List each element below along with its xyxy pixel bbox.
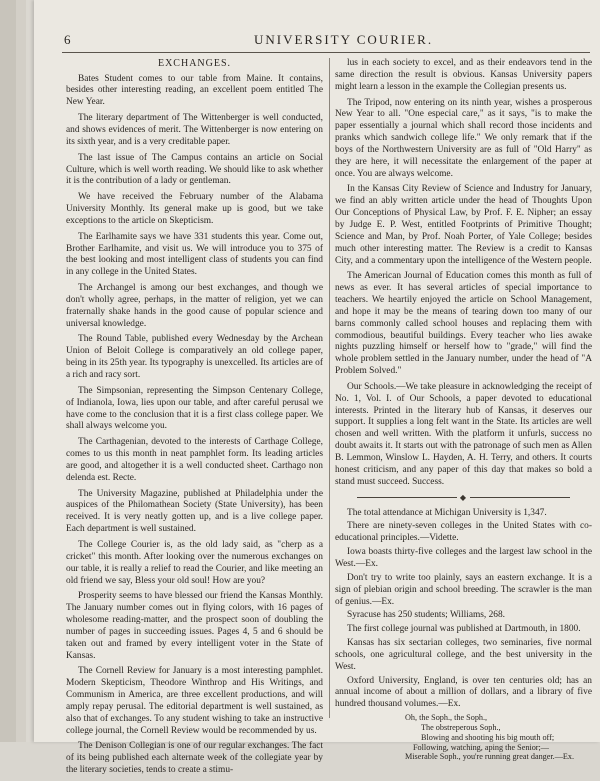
paragraph: Prosperity seems to have blessed our friend the Kansas Monthly. The January number comes out in flying colors, with 16 pages of wholesome reading-matter, and the prospect soon of doubling the number of pages in succeeding issues. Pages 4, 5 and 6 should be taken out and framed by every intelligent voter in the State of Kansas. <box>66 591 323 661</box>
news-item: Kansas has six sectarian colleges, two seminaries, five normal schools, one agricultural college, and the best university in the West. <box>335 638 592 672</box>
news-item: Don't try to write too plainly, says an eastern exchange. It is a sign of plebian origin and school breeding. The scrawler is the man of genius.—Ex. <box>335 572 592 607</box>
news-item: Iowa boasts thirty-five colleges and the largest law school in the West.—Ex. <box>335 547 592 569</box>
verse <box>405 713 592 762</box>
verse-line: The obstreperous Soph., <box>421 722 501 732</box>
verse-line: Following, watching, aping the Senior;— <box>413 742 549 752</box>
paragraph: We have received the February number of the Alabama University Monthly. Its general make up is good, but we take exceptions to the article on Skepticism. <box>66 192 323 226</box>
paragraph: The Earlhamite says we have 331 students this year. Come out, Brother Earlhamite, and visit us. We will introduce you to 375 of the best looking and most intelligent class of students you can find in any college in the United States. <box>66 231 323 278</box>
verse-line: Oh, the Soph., the Soph., <box>405 713 488 723</box>
paragraph: The Cornell Review for January is a most interesting pamphlet. Modern Skepticism, Theodore Winthrop and His Writings, and Communism in America, are three excellent productions, and will amply repay perusal. The editorial department is well sustained, as also that of exchanges. To any student wishing to take an instructive college journal, the Cornell Review would be recommended by us. <box>66 666 323 736</box>
verse-line: Blowing and shooting his big mouth off; <box>421 732 555 742</box>
paragraph: The last issue of The Campus contains an article on Social Culture, which is well worth reading. We should like to ask whether it is the contribution of a lady or gentleman. <box>66 152 323 187</box>
paragraph: The literary department of The Wittenberger is well conducted, and shows evidences of merit. The Wittenberger is now entering on its sixth year, and is a very creditable paper. <box>66 113 323 147</box>
news-item: Oxford University, England, is over ten centuries old; has an annual income of about a million of dollars, and a library of five hundred thousand volumes.—Ex. <box>335 675 592 710</box>
news-item: Syracuse has 250 students; Williams, 268. <box>347 610 506 621</box>
paragraph: The College Courier is, as the old lady said, as "cherp as a cricket" this month. After looking over the numerous exchanges on our table, it is really a relief to read the Courier, and like meeting an old friend we say, Bless your old soul! How are you? <box>66 539 323 586</box>
page-edge <box>0 0 17 742</box>
paragraph: The Denison Collegian is one of our regular exchanges. The fact of its being published each alternate week of the collegiate year by the literary societies, tends to create a stimu- <box>66 741 323 776</box>
paragraph: The Carthagenian, devoted to the interests of Carthage College, comes to us this month in neat pamphlet form. Its leading articles are good, and altogether it is a well conducted sheet. Carthago non delenda est. Recte. <box>66 437 323 483</box>
publication-title: UNIVERSITY COURIER. <box>254 32 434 47</box>
section-title: EXCHANGES. <box>157 58 232 69</box>
news-item: The first college journal was published at Dartmouth, in 1800. <box>347 624 581 635</box>
paragraph: The Archangel is among our best exchanges, and though we don't wholly agree, perhaps, in the matter of religion, yet we can fraternally shake hands in the good cause of popular science and universal knowledge. <box>66 283 323 329</box>
left-column <box>66 58 323 781</box>
running-header <box>64 32 586 50</box>
news-item: There are ninety-seven colleges in the United States with co-educational principles.—Vidette. <box>335 521 592 544</box>
right-column <box>335 58 592 762</box>
paragraph: In the Kansas City Review of Science and Industry for January, we find an ably written article under the head of Thoughts Upon Our Conceptions of Physical Law, by Prof. F. E. Nipher; an essay by Judge E. P. West, entitled Footprints of Primitive Thought; Science and Man, by Prof. Noah Porter, of Yale College; besides much other interesting matter. The Review is a credit to Kansas City, and a commentary upon the intelligence of the Western people. <box>335 184 592 266</box>
paragraph: Our Schools.—We take pleasure in acknowledging the receipt of No. 1, Vol. I. of Our Schools, a paper devoted to educational interests. Printed in the literary hub of Kansas, it deserves our support. It supplies a long felt want in the State. Its articles are well chosen and well written. With the platform it unfurls, success no doubt awaits it. It starts out with the patronage of such men as Allen B. Lemmon, Winslow L. Hayden, A. H. Terry, and others. It courts honest criticism, and any paper of this day that makes so bold a stand must succeed. Success. <box>335 381 592 487</box>
verse-line: Miserable Soph., you're running great danger.—Ex. <box>405 752 575 762</box>
header-rule <box>62 52 590 53</box>
newspaper-page <box>34 0 600 776</box>
column-divider <box>329 58 330 718</box>
section-separator: ◆ <box>335 493 592 503</box>
paragraph: The American Journal of Education comes this month as full of news as ever. It has several articles of special importance to teachers. We heartily enjoyed the article on School Management, and hope it may be the means of tearing down too many of our barns commonly called school houses and replacing them with commodious, beautiful buildings. Every teacher who lies awake nights puzzling himself or herself how to "grade," will find the whole problem settled in the January number, under the head of "A Problem Solved." <box>335 271 592 377</box>
page-number: 6 <box>64 32 73 47</box>
paragraph: The Tripod, now entering on its ninth year, wishes a prosperous New Year to all. "One especial care," as it says, "is to make the paper essentially a journal which shall record those incidents and pranks which sandwich college life." We only remark that if the boys of the Northwestern University are as full of "Old Harry" as they are here, it will necessitate the enlargement of the paper at once. You are always welcome. <box>335 97 592 179</box>
paragraph: The Simpsonian, representing the Simpson Centenary College, of Indianola, Iowa, lies upon our table, and after careful perusal we have come to the conclusion that it is a first class college paper. We shall always welcome you. <box>66 385 323 432</box>
news-item: The total attendance at Michigan University is 1,347. <box>347 507 547 518</box>
paragraph: Bates Student comes to our table from Maine. It contains, besides other interesting reading, an excellent poem entitled The New Year. <box>66 73 323 108</box>
paragraph: The University Magazine, published at Philadelphia under the auspices of the Philomathean Society (State University), has been received. It is very neatly gotten up, and is a live college paper. Each department is well sustained. <box>66 488 323 535</box>
paragraph: lus in each society to excel, and as their endeavors tend in the same direction the result is obvious. Kansas University papers might learn a lesson in the example the Collegian presents us. <box>335 58 592 92</box>
paragraph: The Round Table, published every Wednesday by the Archean Union of Beloit College is comparatively an old college paper, being in its 25th year. Its typography is unexcelled. Its articles are of a rich and racy sort. <box>66 334 323 380</box>
